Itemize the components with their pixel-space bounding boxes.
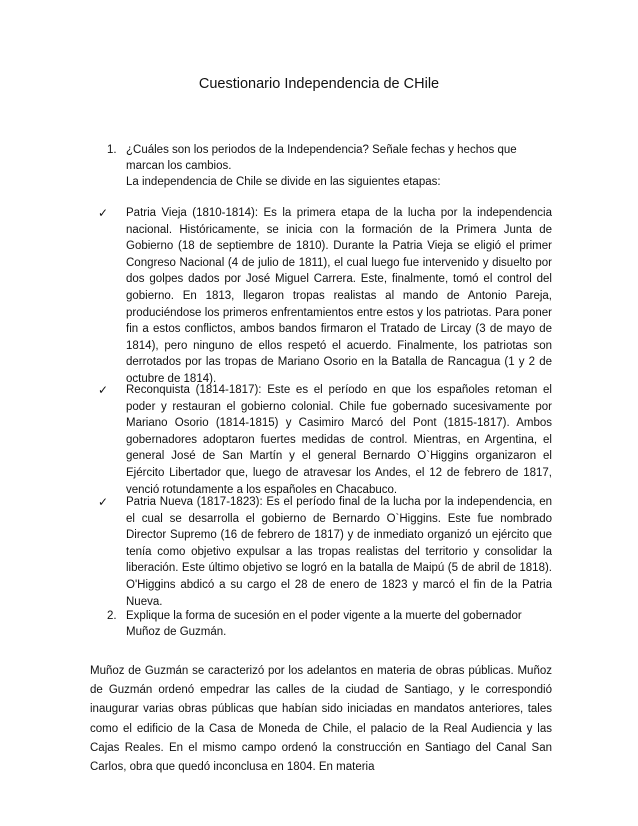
period-patria-nueva: [92, 494, 552, 610]
checkmark-icon: ✓: [98, 206, 109, 220]
period-text: Patria Nueva (1817-1823): Es el período final de la lucha por la independencia, en el cual se desarrolla el gobierno de Bernardo O`Higgins. Este fue nombrado Director Supremo (16 de febrero de 1817) y de inmediato organizó un ejército que tenía como objetivo expulsar a las tropas realistas del territorio y consolidar la liberación. Este último objetivo se logró en la batalla de Maipú (5 de abril de 1818). O'Higgins abdicó a su cargo el 28 de enero de 1823 y marcó el fin de la Patria Nueva.: [126, 496, 552, 608]
question-2: [92, 608, 552, 640]
period-text: Reconquista (1814-1817): Este es el período en que los españoles retoman el poder y restauran el gobierno colonial. Chile fue gobernado sucesivamente por Mariano Osorio (1814-1815) y Casimiro Marcó del Pont (1815-1817). Ambos gobernadores adoptaron fuertes medidas de control. Mientras, en Argentina, el general José de San Martín y el general Bernardo O`Higgins organizaron el Ejército Libertador que, luego de atravesar los Andes, el 12 de febrero de 1817, venció rotundamente a los españoles en Chacabuco.: [126, 384, 552, 496]
answer-intro: La independencia de Chile se divide en las siguientes etapas:: [126, 176, 441, 188]
period-reconquista: [92, 382, 552, 498]
question-number: 1.: [107, 144, 117, 156]
checkmark-icon: ✓: [98, 495, 109, 509]
document-title: Cuestionario Independencia de CHile: [198, 76, 440, 92]
closing-paragraph: Muñoz de Guzmán se caracterizó por los adelantos en materia de obras públicas. Muñoz de Guzmán ordenó empedrar las calles de la ciudad de Santiago, y le correspondió inaugurar varias obras públicas que habían sido iniciadas en mandatos anteriores, tales como el edificio de la Casa de Moneda de Chile, el palacio de la Real Audiencia y las Cajas Reales. En el mismo campo ordenó la construcción en Santiago del Canal San Carlos, obra que quedó inconclusa en 1804. En materia: [90, 665, 552, 774]
period-text: Patria Vieja (1810-1814): Es la primera etapa de la lucha por la independencia nacional. Históricamente, se inicia con la formación de la Primera Junta de Gobierno (18 de septiembre de 1810). Durante la Patria Vieja se eligió el primer Congreso Nacional (4 de julio de 1811), el cual luego fue intervenido y disuelto por dos golpes dados por José Miguel Carrera. Este, finalmente, tomó el control del gobierno. En 1813, llegaron tropas realistas al mando de Antonio Pareja, produciéndose los primeros enfrentamientos entre estos y los patriotas. Para poner fin a estos conflictos, ambos bandos firmaron el Tratado de Lircay (3 de mayo de 1814), pero ninguno de ellos respetó el acuerdo. Finalmente, los patriotas son derrotados por las tropas de Mariano Osorio en la Batalla de Rancagua (1 y 2 de octubre de 1814).: [126, 207, 552, 385]
question-text: Explique la forma de sucesión en el poder vigente a la muerte del gobernador Muñoz de Guzmán.: [126, 610, 522, 638]
question-text: ¿Cuáles son los periodos de la Independencia? Señale fechas y hechos que marcan los cambios.: [126, 144, 517, 172]
question-number: 2.: [107, 610, 117, 622]
question-1: [92, 142, 552, 190]
checkmark-icon: ✓: [98, 383, 109, 397]
period-patria-vieja: [92, 205, 552, 388]
